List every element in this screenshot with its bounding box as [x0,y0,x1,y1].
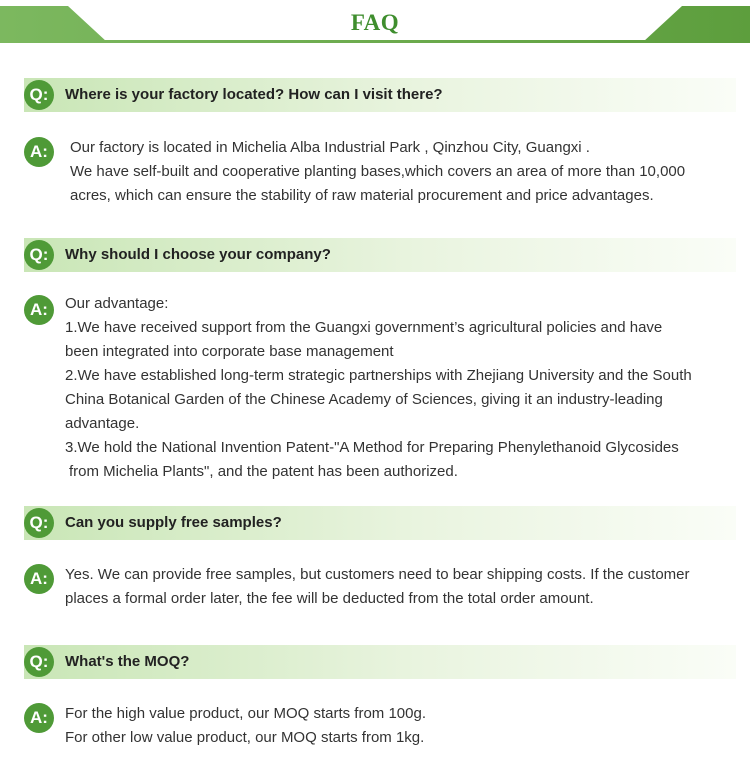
answer-line: places a formal order later, the fee will be deducted from the total order amount. [65,590,594,607]
question-bar [24,645,736,679]
answer-line: from Michelia Plants", and the patent has been authorized. [69,463,458,480]
answer-text [65,702,750,750]
answer-text [65,292,750,484]
answer-text [65,563,750,611]
question-text: Why should I choose your company? [65,246,331,263]
question-badge: Q: [24,240,54,270]
answer-line: advantage. [65,415,140,432]
question-text: Can you supply free samples? [65,514,282,531]
question-badge: Q: [24,508,54,538]
answer-line: 3.We hold the National Invention Patent-"A Method for Preparing Phenylethanoid Glycosides [65,439,679,456]
answer-line: Our factory is located in Michelia Alba Industrial Park , Qinzhou City, Guangxi . [70,139,590,156]
question-text: What's the MOQ? [65,653,190,670]
answer-line: For the high value product, our MOQ starts from 100g. [65,705,426,722]
answer-badge: A: [24,295,54,325]
answer-line: China Botanical Garden of the Chinese Academy of Sciences, giving it an industry-leading [65,391,663,408]
answer-line: Yes. We can provide free samples, but customers need to bear shipping costs. If the customer [65,566,690,583]
question-bar [24,238,736,272]
answer-text [70,136,750,208]
answer-badge: A: [24,137,54,167]
page-title: FAQ [350,10,400,35]
question-text: Where is your factory located? How can I visit there? [65,86,443,103]
question-bar [24,506,736,540]
answer-line: We have self-built and cooperative planting bases,which covers an area of more than 10,000 [70,163,686,180]
answer-line: 1.We have received support from the Guangxi government’s agricultural policies and have [65,319,663,336]
answer-badge: A: [24,703,54,733]
question-badge: Q: [24,80,54,110]
answer-line: acres, which can ensure the stability of raw material procurement and price advantages. [70,187,654,204]
answer-line: For other low value product, our MOQ starts from 1kg. [65,729,425,746]
answer-badge: A: [24,564,54,594]
answer-line: Our advantage: [65,295,169,312]
question-badge: Q: [24,647,54,677]
answer-line: been integrated into corporate base management [65,343,394,360]
question-bar [24,78,736,112]
answer-line: 2.We have established long-term strategic partnerships with Zhejiang University and the South [65,367,692,384]
